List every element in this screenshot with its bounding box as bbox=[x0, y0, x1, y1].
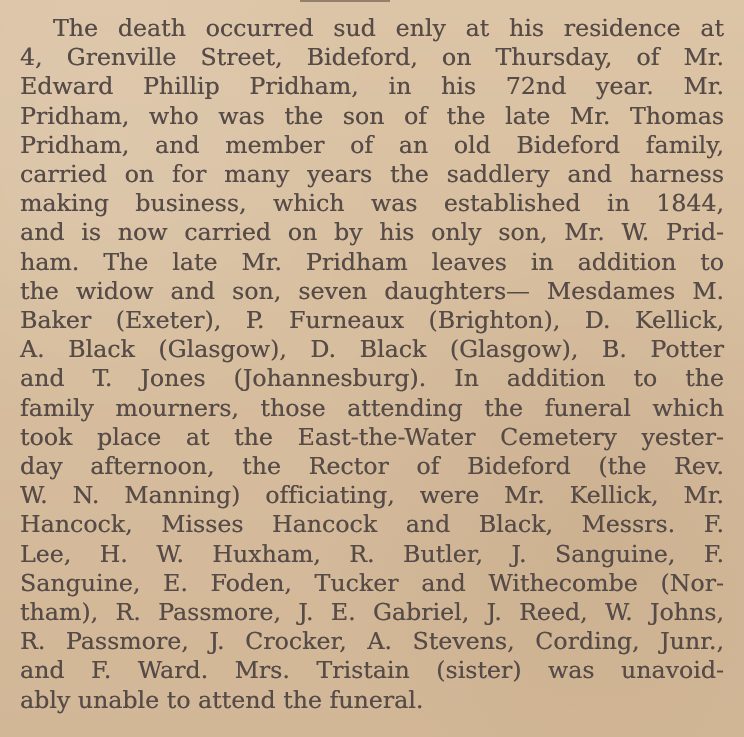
article-line-19: Lee, H. W. Huxham, R. Butler, J. Sanguine, F. bbox=[20, 539, 724, 568]
article-line-13: and T. Jones (Johannesburg). In addition to the bbox=[20, 364, 724, 393]
article-line-22: R. Passmore, J. Crocker, A. Stevens, Cording, Junr., bbox=[20, 627, 724, 656]
article-line-15: took place at the East-the-Water Cemetery yester- bbox=[20, 422, 724, 451]
article-line-4: Pridham, who was the son of the late Mr. Thomas bbox=[20, 101, 724, 130]
article-line-24: ably unable to attend the funeral. bbox=[20, 685, 424, 714]
article-line-9: ham. The late Mr. Pridham leaves in addition to bbox=[20, 247, 724, 276]
article-line-23: and F. Ward. Mrs. Tristain (sister) was unavoid- bbox=[20, 656, 724, 685]
article-line-10: the widow and son, seven daughters— Mesdames M. bbox=[20, 276, 724, 305]
article-line-20: Sanguine, E. Foden, Tucker and Withecombe (Nor- bbox=[20, 568, 724, 597]
article-line-18: Hancock, Misses Hancock and Black, Messrs. F. bbox=[20, 510, 724, 539]
article-line-7: making business, which was established in 1844, bbox=[20, 189, 724, 218]
article-line-8: and is now carried on by his only son, Mr. W. Prid- bbox=[20, 218, 724, 247]
article-line-3: Edward Phillip Pridham, in his 72nd year. Mr. bbox=[20, 72, 724, 101]
top-rule bbox=[300, 0, 390, 2]
article-line-17: W. N. Manning) officiating, were Mr. Kellick, Mr. bbox=[20, 481, 724, 510]
article-line-11: Baker (Exeter), P. Furneaux (Brighton), D. Kellick, bbox=[20, 306, 724, 335]
article-line-5: Pridham, and member of an old Bideford family, bbox=[20, 130, 724, 159]
article-line-12: A. Black (Glasgow), D. Black (Glasgow), B. Potter bbox=[20, 335, 724, 364]
article-line-14: family mourners, those attending the funeral which bbox=[20, 393, 724, 422]
article-line-21: tham), R. Passmore, J. E. Gabriel, J. Reed, W. Johns, bbox=[20, 598, 724, 627]
article-line-2: 4, Grenville Street, Bideford, on Thursday, of Mr. bbox=[20, 43, 724, 72]
article-line-1: The death occurred sud enly at his residence at bbox=[53, 14, 724, 42]
obituary-article bbox=[20, 14, 724, 715]
article-line-16: day afternoon, the Rector of Bideford (the Rev. bbox=[20, 452, 724, 481]
article-line-6: carried on for many years the saddlery and harness bbox=[20, 160, 724, 189]
